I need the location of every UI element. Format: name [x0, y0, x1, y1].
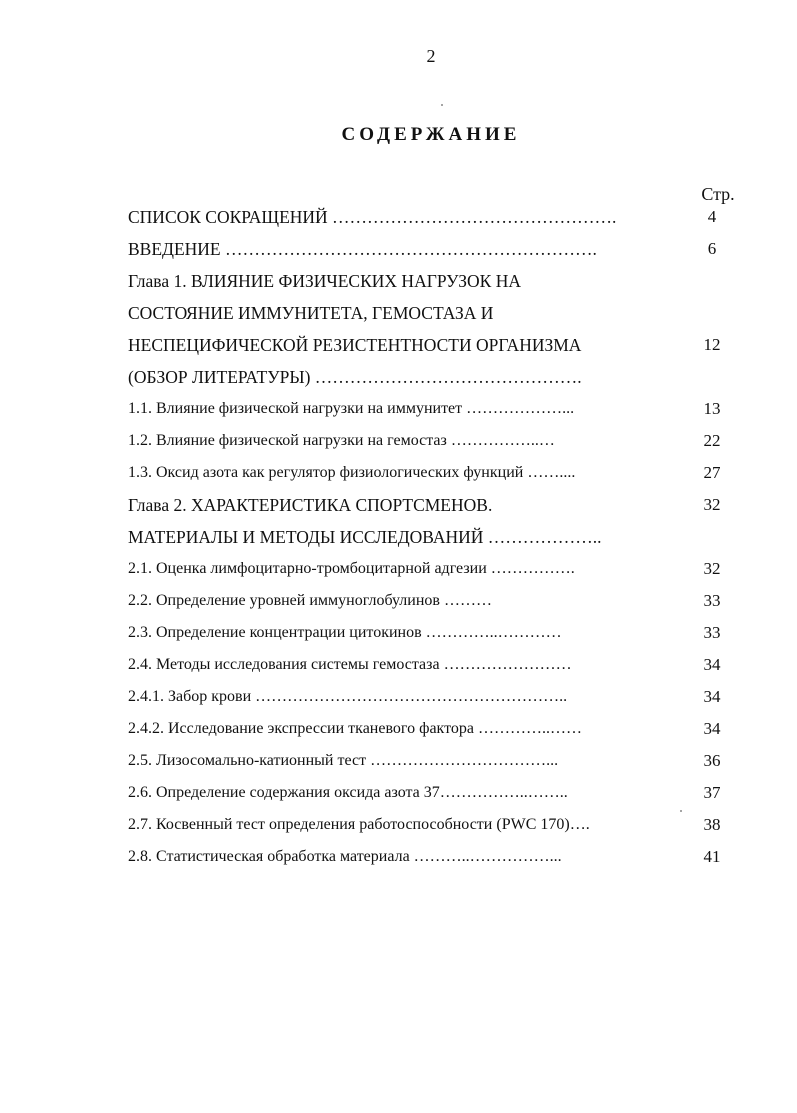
toc-entry-page: 34 — [703, 687, 721, 706]
toc-entry — [128, 841, 738, 873]
toc-entry — [128, 585, 738, 617]
toc-entry-text: ВВЕДЕНИЕ ………………………………………………………. — [128, 239, 597, 259]
page-column-header: Стр. — [701, 184, 735, 204]
toc-entry — [128, 425, 738, 457]
toc-entry-text: 2.4. Методы исследования системы гемостаза …………………… — [128, 656, 572, 673]
toc-entry — [128, 521, 738, 553]
toc-entry-page: 36 — [703, 751, 721, 770]
toc-entry-text: 2.2. Определение уровней иммуноглобулинов ……… — [128, 592, 492, 609]
toc-entry-page: 22 — [703, 431, 721, 450]
toc-entry — [128, 649, 738, 681]
toc-entry-page: 4 — [707, 207, 717, 226]
scan-artifact — [441, 104, 443, 106]
toc-entry — [128, 457, 738, 489]
toc-entry — [128, 745, 738, 777]
toc-entry-text: НЕСПЕЦИФИЧЕСКОЙ РЕЗИСТЕНТНОСТИ ОРГАНИЗМА — [128, 335, 582, 355]
toc-entry-page: 34 — [703, 719, 721, 738]
toc-entry-text: 2.8. Статистическая обработка материала ………..……………... — [128, 848, 562, 865]
toc-entry-page: 12 — [703, 335, 721, 354]
toc-entry-page: 27 — [703, 463, 721, 482]
toc-entry — [128, 681, 738, 713]
toc-entry-page: 33 — [703, 591, 721, 610]
toc-entry-text: МАТЕРИАЛЫ И МЕТОДЫ ИССЛЕДОВАНИЙ ……………….. — [128, 527, 602, 547]
toc-entry — [128, 393, 738, 425]
toc-entry — [128, 297, 738, 329]
toc-entry-page: 32 — [703, 495, 721, 514]
toc-entry-text: 2.3. Определение концентрации цитокинов …………..………… — [128, 624, 562, 641]
toc-entry-text: СОСТОЯНИЕ ИММУНИТЕТА, ГЕМОСТАЗА И — [128, 303, 494, 323]
toc-entry-text: 1.1. Влияние физической нагрузки на иммунитет ………………... — [128, 400, 575, 417]
toc-entry-page: 6 — [707, 239, 717, 258]
toc-entry-page: 13 — [703, 399, 721, 418]
toc-entry-text: Глава 1. ВЛИЯНИЕ ФИЗИЧЕСКИХ НАГРУЗОК НА — [128, 271, 522, 291]
toc-entry-text: 2.6. Определение содержания оксида азота 37……………..…….. — [128, 784, 568, 801]
toc-entry-page: 37 — [703, 783, 721, 802]
toc-entry — [128, 777, 738, 809]
toc-entry — [128, 809, 738, 841]
toc-entry-page: 34 — [703, 655, 721, 674]
toc-entry — [128, 329, 738, 361]
toc-entry — [128, 201, 738, 233]
table-of-contents — [128, 201, 738, 873]
toc-entry-text: 1.3. Оксид азота как регулятор физиологических функций …….... — [128, 464, 576, 481]
scan-artifact — [680, 810, 682, 812]
toc-entry-text: (ОБЗОР ЛИТЕРАТУРЫ) ………………………………………. — [128, 367, 582, 387]
toc-entry-text: Глава 2. ХАРАКТЕРИСТИКА СПОРТСМЕНОВ. — [128, 495, 493, 515]
toc-entry-page: 38 — [703, 815, 721, 834]
toc-entry — [128, 489, 738, 521]
toc-entry-text: 2.1. Оценка лимфоцитарно-тромбоцитарной адгезии ……………. — [128, 560, 575, 577]
toc-entry-page: 41 — [703, 847, 721, 866]
toc-entry-text: 1.2. Влияние физической нагрузки на гемостаз ……………..… — [128, 432, 555, 449]
toc-entry — [128, 233, 738, 265]
toc-entry — [128, 553, 738, 585]
toc-entry — [128, 265, 738, 297]
toc-entry-text: 2.4.2. Исследование экспрессии тканевого фактора …………..…… — [128, 720, 582, 737]
toc-entry-text: СПИСОК СОКРАЩЕНИЙ …………………………………………. — [128, 207, 617, 227]
toc-entry — [128, 361, 738, 393]
toc-entry-text: 2.7. Косвенный тест определения работоспособности (PWC 170)…. — [128, 816, 590, 833]
page-number: 2 — [426, 46, 436, 66]
toc-entry-text: 2.4.1. Забор крови ………………………………………………….. — [128, 688, 568, 705]
toc-entry — [128, 713, 738, 745]
toc-entry-page: 32 — [703, 559, 721, 578]
toc-entry-page: 33 — [703, 623, 721, 642]
toc-entry — [128, 617, 738, 649]
page-title: СОДЕРЖАНИЕ — [341, 124, 521, 145]
toc-entry-text: 2.5. Лизосомально-катионный тест ……………………………... — [128, 752, 559, 769]
